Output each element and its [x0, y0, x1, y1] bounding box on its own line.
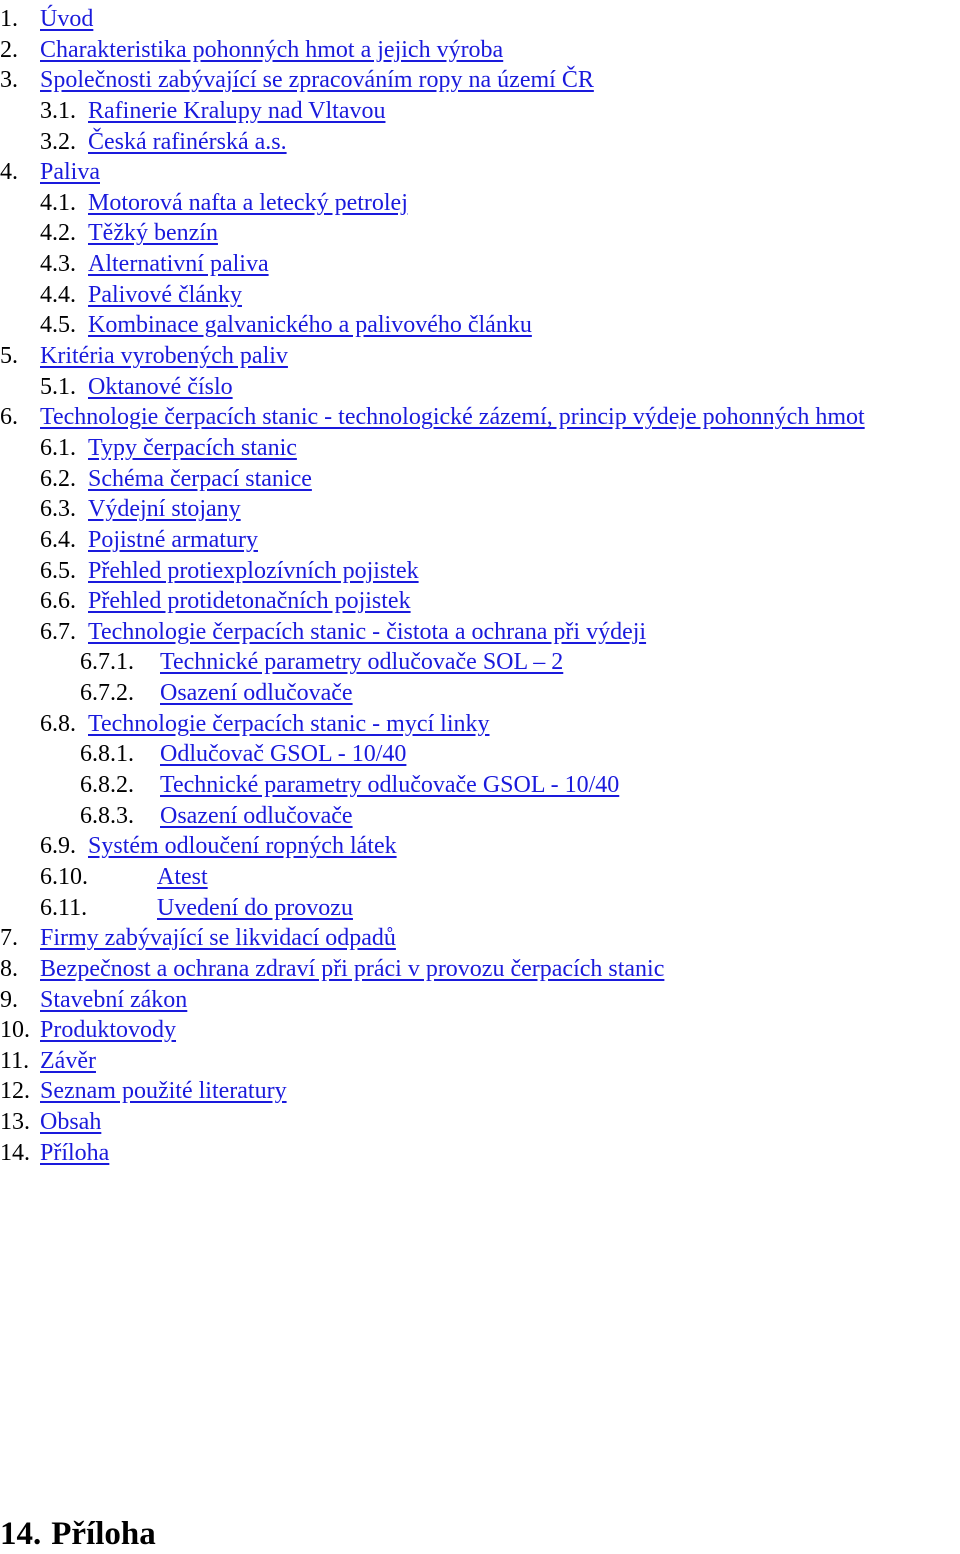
toc-entry: [0, 249, 960, 280]
toc-entry-number: 7.: [0, 925, 18, 952]
toc-entry-number: 13.: [0, 1109, 30, 1136]
toc-entry-link[interactable]: Firmy zabývající se likvidací odpadů: [40, 925, 396, 952]
toc-entry-number: 4.1.: [40, 189, 76, 216]
toc-entry-link[interactable]: Charakteristika pohonných hmot a jejich výroba: [40, 36, 504, 63]
toc-entry-link[interactable]: Těžký benzín: [88, 220, 218, 247]
toc-entry-link[interactable]: Výdejní stojany: [88, 496, 241, 523]
toc-entry: [0, 1076, 960, 1107]
toc-entry: [0, 494, 960, 525]
toc-entry: [0, 586, 960, 617]
toc-entry-link[interactable]: Úvod: [40, 6, 94, 32]
toc-entry-link[interactable]: Schéma čerpací stanice: [88, 465, 312, 492]
toc-entry-link[interactable]: Technologie čerpacích stanic - mycí linky: [88, 710, 490, 737]
toc-entry-link[interactable]: Oktanové číslo: [88, 373, 233, 400]
section-heading: [0, 1514, 166, 1554]
toc-entry: [0, 188, 960, 219]
toc-entry-number: 4.5.: [40, 312, 76, 339]
toc-entry-number: 1.: [0, 6, 18, 32]
toc-entry-link[interactable]: Technické parametry odlučovače GSOL - 10/40: [160, 772, 620, 799]
section-heading-number: 14.: [0, 1516, 42, 1552]
toc-entry-link[interactable]: Systém odloučení ropných látek: [88, 833, 397, 860]
toc-entry: [0, 127, 960, 158]
toc-entry-number: 6.8.: [40, 710, 76, 737]
toc-entry-link[interactable]: Motorová nafta a letecký petrolej: [88, 189, 408, 216]
toc-entry: [0, 556, 960, 587]
toc-entry: [0, 280, 960, 311]
toc-entry-number: 14.: [0, 1139, 30, 1166]
toc-entry-number: 6.7.: [40, 618, 76, 645]
toc-entry: [0, 310, 960, 341]
toc-entry-number: 6.7.2.: [80, 680, 134, 707]
toc-entry-number: 6.11.: [40, 894, 88, 921]
toc-entry: [0, 65, 960, 96]
toc-entry-number: 3.1.: [40, 97, 76, 124]
toc-entry-link[interactable]: Alternativní paliva: [88, 251, 269, 278]
toc-entry: [0, 678, 960, 709]
toc-entry: [0, 341, 960, 372]
toc-entry: [0, 1107, 960, 1138]
toc-entry-link[interactable]: Produktovody: [40, 1017, 177, 1044]
toc-entry-number: 6.8.3.: [80, 802, 134, 829]
toc-entry: [0, 4, 960, 35]
toc-entry-link[interactable]: Seznam použité literatury: [40, 1078, 287, 1105]
toc-entry-number: 3.: [0, 67, 18, 94]
toc-entry: [0, 1046, 960, 1077]
toc-entry-link[interactable]: Paliva: [40, 159, 100, 186]
toc-entry-link[interactable]: Příloha: [40, 1139, 110, 1166]
toc-entry-number: 2.: [0, 36, 18, 63]
toc-entry: [0, 647, 960, 678]
toc-entry: [0, 831, 960, 862]
toc-entry-link[interactable]: Kritéria vyrobených paliv: [40, 343, 288, 370]
toc-entry-link[interactable]: Technologie čerpacích stanic - technologické zázemí, princip výdeje pohonných hmot: [40, 404, 865, 431]
toc-entry: [0, 954, 960, 985]
toc-entry-number: 6.5.: [40, 557, 76, 584]
toc-entry-number: 11.: [0, 1047, 30, 1074]
toc-entry-number: 4.3.: [40, 251, 76, 278]
toc-entry-link[interactable]: Obsah: [40, 1109, 102, 1136]
toc-entry: [0, 157, 960, 188]
toc-entry-link[interactable]: Společnosti zabývající se zpracováním ropy na území ČR: [40, 67, 594, 94]
toc-entry-link[interactable]: Bezpečnost a ochrana zdraví při práci v provozu čerpacích stanic: [40, 955, 665, 982]
toc-entry-number: 6.10.: [40, 863, 88, 890]
toc-entry: [0, 770, 960, 801]
toc-entry: [0, 464, 960, 495]
toc-entry-link[interactable]: Typy čerpacích stanic: [88, 434, 297, 461]
toc-entry-number: 5.: [0, 343, 18, 370]
toc-entry-number: 10.: [0, 1017, 30, 1044]
toc-entry: [0, 1138, 960, 1169]
toc-entry-number: 4.: [0, 159, 18, 186]
toc-entry: [0, 739, 960, 770]
toc-entry-link[interactable]: Kombinace galvanického a palivového článku: [88, 312, 532, 339]
toc-entry-link[interactable]: Osazení odlučovače: [160, 680, 353, 707]
toc-entry-number: 6.8.1.: [80, 741, 134, 768]
toc-entry-number: 8.: [0, 955, 18, 982]
toc-entry-number: 6.4.: [40, 526, 76, 553]
toc-entry-link[interactable]: Stavební zákon: [40, 986, 188, 1013]
toc-entry: [0, 218, 960, 249]
toc-entry: [0, 862, 960, 893]
toc-entry-number: 6.3.: [40, 496, 76, 523]
toc-entry: [0, 372, 960, 403]
toc-entry-number: 12.: [0, 1078, 30, 1105]
toc-entry-link[interactable]: Uvedení do provozu: [157, 894, 353, 921]
toc-entry: [0, 402, 960, 433]
toc-entry: [0, 96, 960, 127]
toc-entry-link[interactable]: Přehled protidetonačních pojistek: [88, 588, 411, 615]
toc-entry-link[interactable]: Rafinerie Kralupy nad Vltavou: [88, 97, 386, 124]
section-heading-title: Příloha: [51, 1516, 156, 1552]
toc-entry-number: 6.6.: [40, 588, 76, 615]
toc-entry: [0, 985, 960, 1016]
toc-entry: [0, 893, 960, 924]
toc-entry: [0, 923, 960, 954]
toc-entry-number: 6.2.: [40, 465, 76, 492]
toc-entry-link[interactable]: Palivové články: [88, 281, 242, 308]
toc-entry-number: 6.8.2.: [80, 772, 134, 799]
toc-entry-number: 3.2.: [40, 128, 76, 155]
toc-entry-number: 5.1.: [40, 373, 76, 400]
toc-entry: [0, 801, 960, 832]
toc-entry-number: 6.1.: [40, 434, 76, 461]
toc-entry: [0, 617, 960, 648]
toc-entry-link[interactable]: Odlučovač GSOL - 10/40: [160, 741, 407, 768]
toc-entry-number: 4.4.: [40, 281, 76, 308]
table-of-contents: [0, 4, 960, 1168]
toc-entry-number: 6.7.1.: [80, 649, 134, 676]
toc-entry-link[interactable]: Přehled protiexplozívních pojistek: [88, 557, 419, 584]
toc-entry-number: 6.: [0, 404, 18, 431]
toc-entry-link[interactable]: Závěr: [40, 1047, 96, 1074]
toc-entry: [0, 525, 960, 556]
toc-entry-number: 4.2.: [40, 220, 76, 247]
toc-entry-link[interactable]: Technické parametry odlučovače SOL – 2: [160, 649, 564, 676]
toc-entry-link[interactable]: Pojistné armatury: [88, 526, 258, 553]
toc-entry-number: 6.9.: [40, 833, 76, 860]
toc-entry: [0, 35, 960, 66]
toc-entry: [0, 433, 960, 464]
toc-entry: [0, 709, 960, 740]
toc-entry-link[interactable]: Osazení odlučovače: [160, 802, 353, 829]
toc-entry: [0, 1015, 960, 1046]
toc-entry-number: 9.: [0, 986, 18, 1013]
toc-entry-link[interactable]: Technologie čerpacích stanic - čistota a ochrana při výdeji: [88, 618, 647, 645]
toc-entry-link[interactable]: Atest: [157, 863, 208, 890]
toc-entry-link[interactable]: Česká rafinérská a.s.: [88, 128, 287, 155]
